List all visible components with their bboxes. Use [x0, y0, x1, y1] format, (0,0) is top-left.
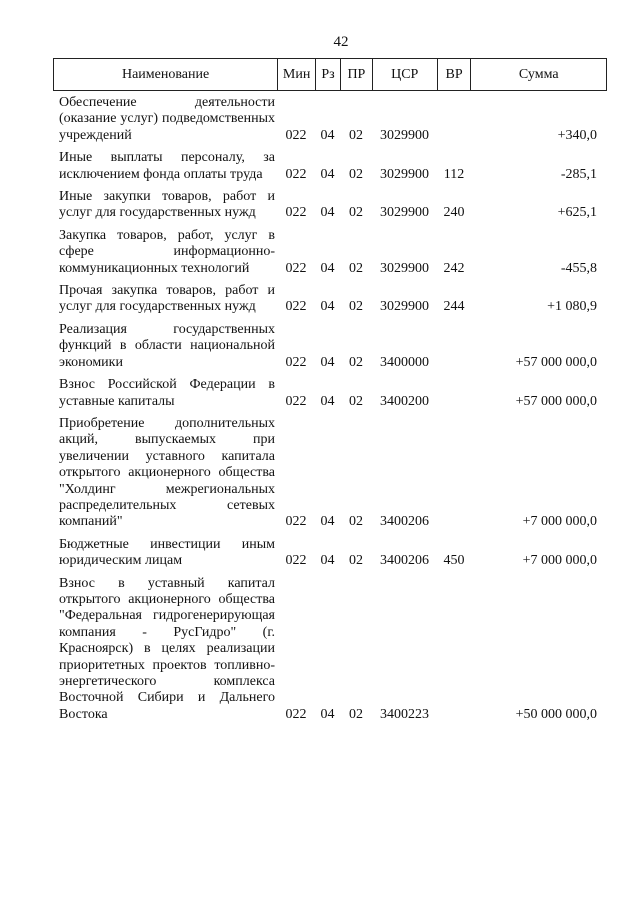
row-name: Взнос Российской Федерации в уставные капиталы [59, 377, 275, 409]
header-pr: ПР [340, 59, 372, 90]
table-row [53, 95, 607, 144]
row-sum: -285,1 [560, 166, 597, 182]
row-sum: +625,1 [557, 205, 597, 221]
table-row [53, 537, 607, 570]
row-sum: +1 080,9 [547, 299, 597, 315]
row-rz: 04 [320, 205, 335, 221]
row-min: 022 [285, 514, 307, 530]
row-min: 022 [285, 166, 307, 182]
header-sum: Сумма [470, 59, 606, 90]
table-row [53, 150, 607, 183]
row-pr: 02 [349, 393, 363, 409]
row-min: 022 [285, 260, 307, 276]
row-pr: 02 [349, 299, 363, 315]
row-vr: 450 [443, 553, 465, 569]
header-rz: Рз [315, 59, 340, 90]
row-rz: 04 [320, 706, 335, 722]
row-vr: 244 [443, 299, 465, 315]
row-name: Бюджетные инвестиции иным юридическим лицам [59, 536, 275, 569]
row-rz: 04 [320, 393, 335, 409]
row-min: 022 [285, 553, 307, 569]
row-name: Иные выплаты персоналу, за исключением фонда оплаты труда [59, 150, 275, 182]
row-rz: 04 [320, 299, 335, 315]
row-min: 022 [285, 354, 307, 370]
row-pr: 02 [349, 553, 363, 569]
row-name: Иные закупки товаров, работ и услуг для государственных нужд [59, 189, 275, 221]
table-row [53, 377, 607, 410]
table-row [53, 189, 607, 222]
row-sum: +7 000 000,0 [522, 553, 597, 569]
row-pr: 02 [349, 706, 363, 722]
row-min: 022 [285, 393, 307, 409]
row-pr: 02 [349, 205, 363, 221]
row-csr: 3029900 [380, 260, 429, 276]
header-name: Наименование [121, 66, 210, 82]
row-sum: +57 000 000,0 [515, 393, 597, 409]
header-csr: ЦСР [372, 59, 437, 90]
row-csr: 3400206 [380, 553, 429, 569]
row-vr: 240 [443, 205, 465, 221]
row-rz: 04 [320, 127, 335, 143]
row-rz: 04 [320, 166, 335, 182]
row-csr: 3400000 [380, 354, 429, 370]
row-rz: 04 [320, 514, 335, 530]
row-rz: 04 [320, 260, 335, 276]
row-pr: 02 [349, 354, 363, 370]
row-vr: 112 [443, 166, 465, 182]
row-pr: 02 [349, 260, 363, 276]
row-csr: 3029900 [380, 127, 429, 143]
row-name: Закупка товаров, работ, услуг в сфере информационно-коммуникационных технологий [59, 227, 275, 276]
row-rz: 04 [320, 354, 335, 370]
row-sum: +50 000 000,0 [515, 706, 597, 722]
row-sum: -455,8 [560, 260, 597, 276]
row-pr: 02 [349, 127, 363, 143]
row-csr: 3400223 [380, 706, 429, 722]
row-pr: 02 [349, 166, 363, 182]
table-row [53, 322, 607, 371]
header-vr: ВР [437, 59, 471, 90]
table-header [53, 58, 607, 91]
row-rz: 04 [320, 553, 335, 569]
row-min: 022 [285, 299, 307, 315]
row-csr: 3400206 [380, 514, 429, 530]
header-min: Мин [277, 59, 315, 90]
row-name: Прочая закупка товаров, работ и услуг для государственных нужд [59, 283, 275, 315]
row-min: 022 [285, 205, 307, 221]
row-sum: +57 000 000,0 [515, 354, 597, 370]
row-csr: 3400200 [380, 393, 429, 409]
table-row [53, 283, 607, 316]
page-number: 42 [333, 34, 349, 50]
row-min: 022 [285, 706, 307, 722]
row-sum: +7 000 000,0 [522, 514, 597, 530]
row-csr: 3029900 [380, 299, 429, 315]
table-row [53, 576, 607, 724]
row-name: Взнос в уставный капитал открытого акционерного общества "Федеральная гидрогенерирующая компания - РусГидро" (г. Красноярск) в целях реализации приоритетных проектов топливно-энергетического комплекса Восточной Сибири и Дальнего Востока [59, 575, 275, 722]
table-row [53, 416, 607, 531]
row-vr: 242 [443, 260, 465, 276]
row-min: 022 [285, 127, 307, 143]
row-name: Приобретение дополнительных акций, выпускаемых при увеличении уставного капитала открытого акционерного общества "Холдинг межрегиональных распределительных сетевых компаний" [59, 415, 275, 530]
row-name: Обеспечение деятельности (оказание услуг) подведомственных учреждений [59, 95, 275, 143]
row-sum: +340,0 [557, 127, 597, 143]
row-name: Реализация государственных функций в области национальной экономики [59, 321, 275, 370]
row-pr: 02 [349, 514, 363, 530]
table-body [53, 95, 607, 729]
table-row [53, 228, 607, 277]
row-csr: 3029900 [380, 166, 429, 182]
row-csr: 3029900 [380, 205, 429, 221]
